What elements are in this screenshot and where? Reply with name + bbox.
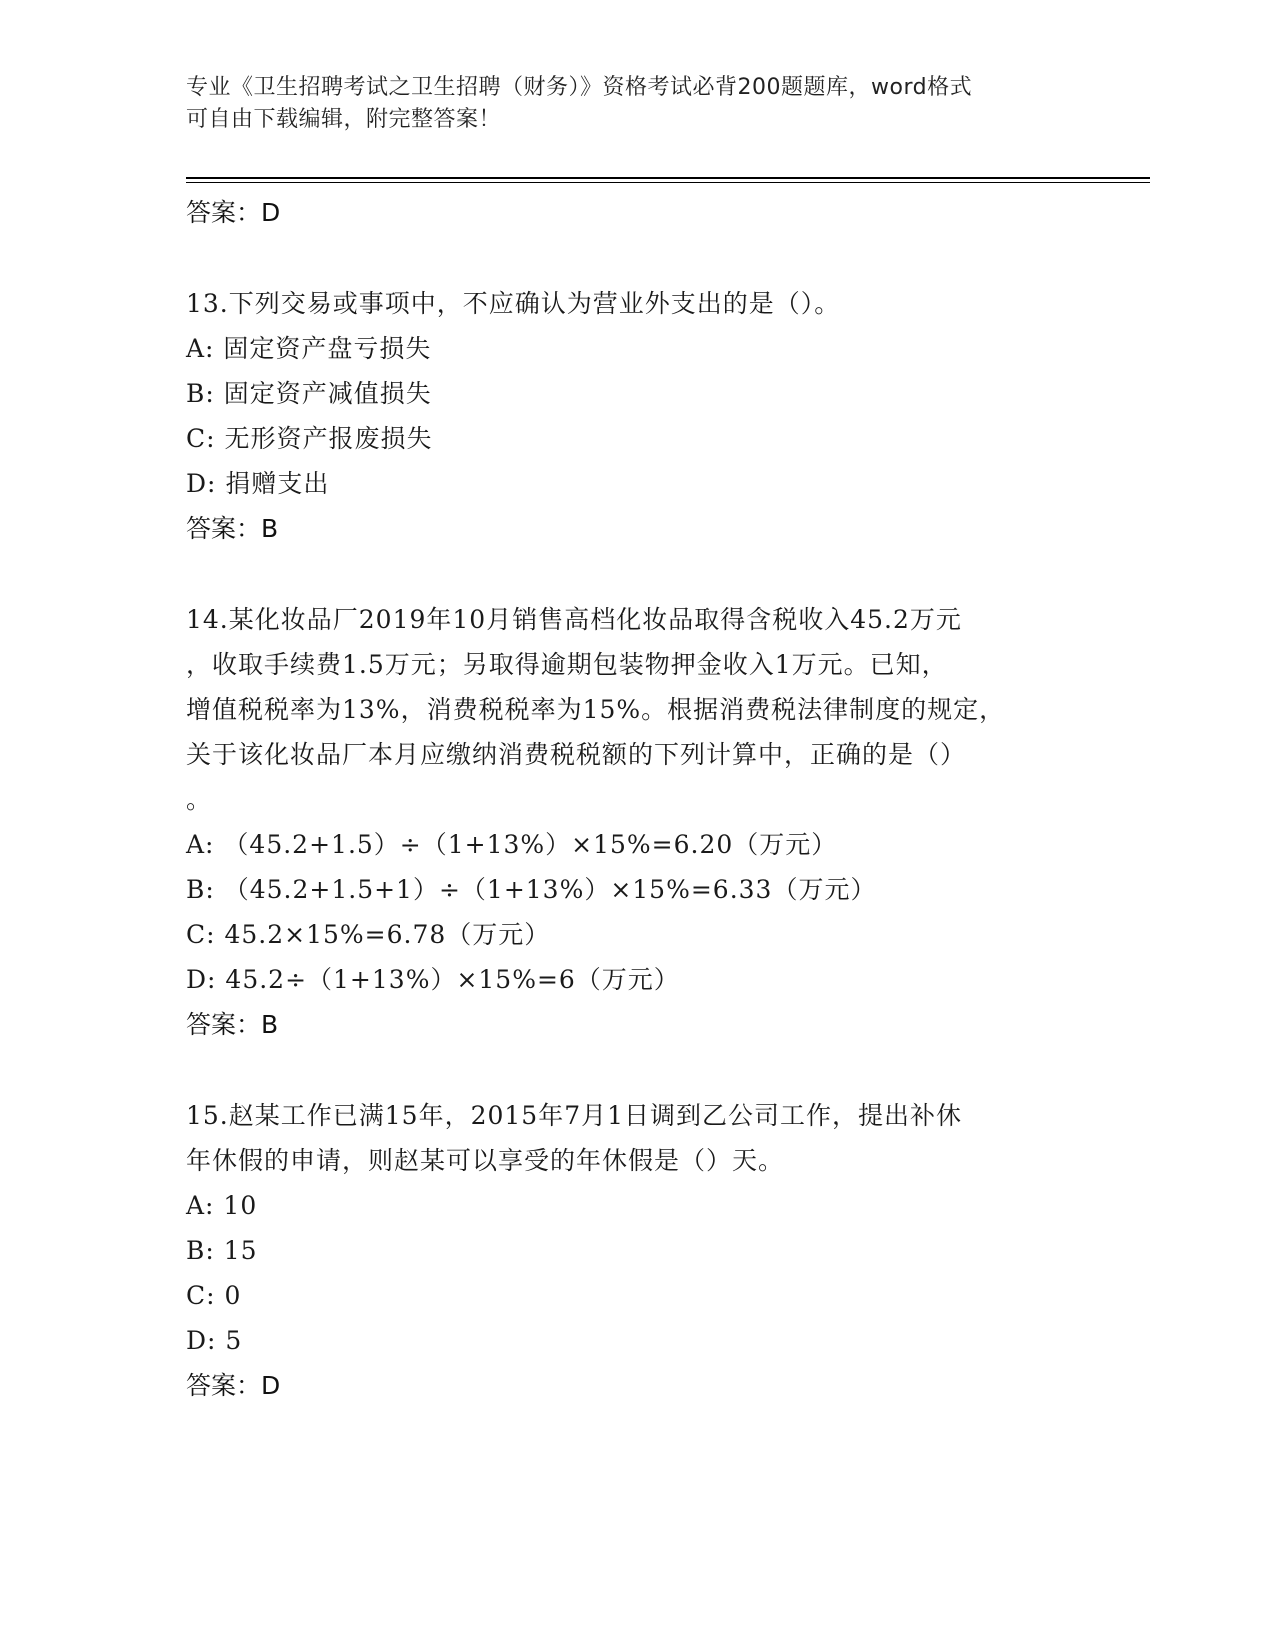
question-14-option-a: A: （45.2+1.5）÷（1+13%）×15%=6.20（万元）	[186, 830, 838, 859]
question-13-option-a: A: 固定资产盘亏损失	[186, 334, 432, 363]
question-13	[186, 281, 1086, 551]
question-14-answer: 答案：B	[186, 1010, 279, 1039]
question-14-text-line-2: ，收取手续费1.5万元；另取得逾期包装物押金收入1万元。已知，	[186, 650, 948, 679]
question-13-option-c: C: 无形资产报废损失	[186, 424, 433, 453]
question-13-option-b: B: 固定资产减值损失	[186, 379, 432, 408]
question-14-option-c: C: 45.2×15%=6.78（万元）	[186, 920, 551, 949]
document-body	[186, 190, 1086, 1408]
question-14-text-line-5: 。	[186, 785, 213, 814]
question-13-text: 13.下列交易或事项中，不应确认为营业外支出的是（）。	[186, 289, 841, 318]
question-13-option-d: D: 捐赠支出	[186, 469, 330, 498]
question-14-option-b: B: （45.2+1.5+1）÷（1+13%）×15%=6.33（万元）	[186, 875, 877, 904]
question-14-text-line-1: 14.某化妆品厂2019年10月销售高档化妆品取得含税收入45.2万元	[186, 605, 962, 634]
question-13-answer: 答案：B	[186, 514, 279, 543]
question-15-text-line-1: 15.赵某工作已满15年，2015年7月1日调到乙公司工作，提出补休	[186, 1101, 963, 1130]
document-header	[186, 72, 1066, 136]
question-15-option-d: D: 5	[186, 1326, 243, 1355]
question-14	[186, 597, 1086, 1047]
header-rule-thin	[186, 182, 1150, 183]
header-line-2: 可自由下载编辑，附完整答案！	[186, 107, 502, 132]
question-15	[186, 1093, 1086, 1408]
question-14-option-d: D: 45.2÷（1+13%）×15%=6（万元）	[186, 965, 680, 994]
question-15-option-c: C: 0	[186, 1281, 242, 1310]
question-15-answer: 答案：D	[186, 1371, 281, 1400]
header-rule-thick	[186, 177, 1150, 179]
header-line-1: 专业《卫生招聘考试之卫生招聘（财务）》资格考试必背200题题库，word格式	[186, 75, 973, 100]
question-15-option-b: B: 15	[186, 1236, 258, 1265]
question-15-text-line-2: 年休假的申请，则赵某可以享受的年休假是（）天。	[186, 1146, 785, 1175]
question-14-text-line-4: 关于该化妆品厂本月应缴纳消费税税额的下列计算中，正确的是（）	[186, 740, 967, 769]
question-14-text-line-3: 增值税税率为13%，消费税税率为15%。根据消费税法律制度的规定，	[186, 695, 1006, 724]
previous-answer: 答案：D	[186, 198, 281, 227]
question-15-option-a: A: 10	[186, 1191, 258, 1220]
